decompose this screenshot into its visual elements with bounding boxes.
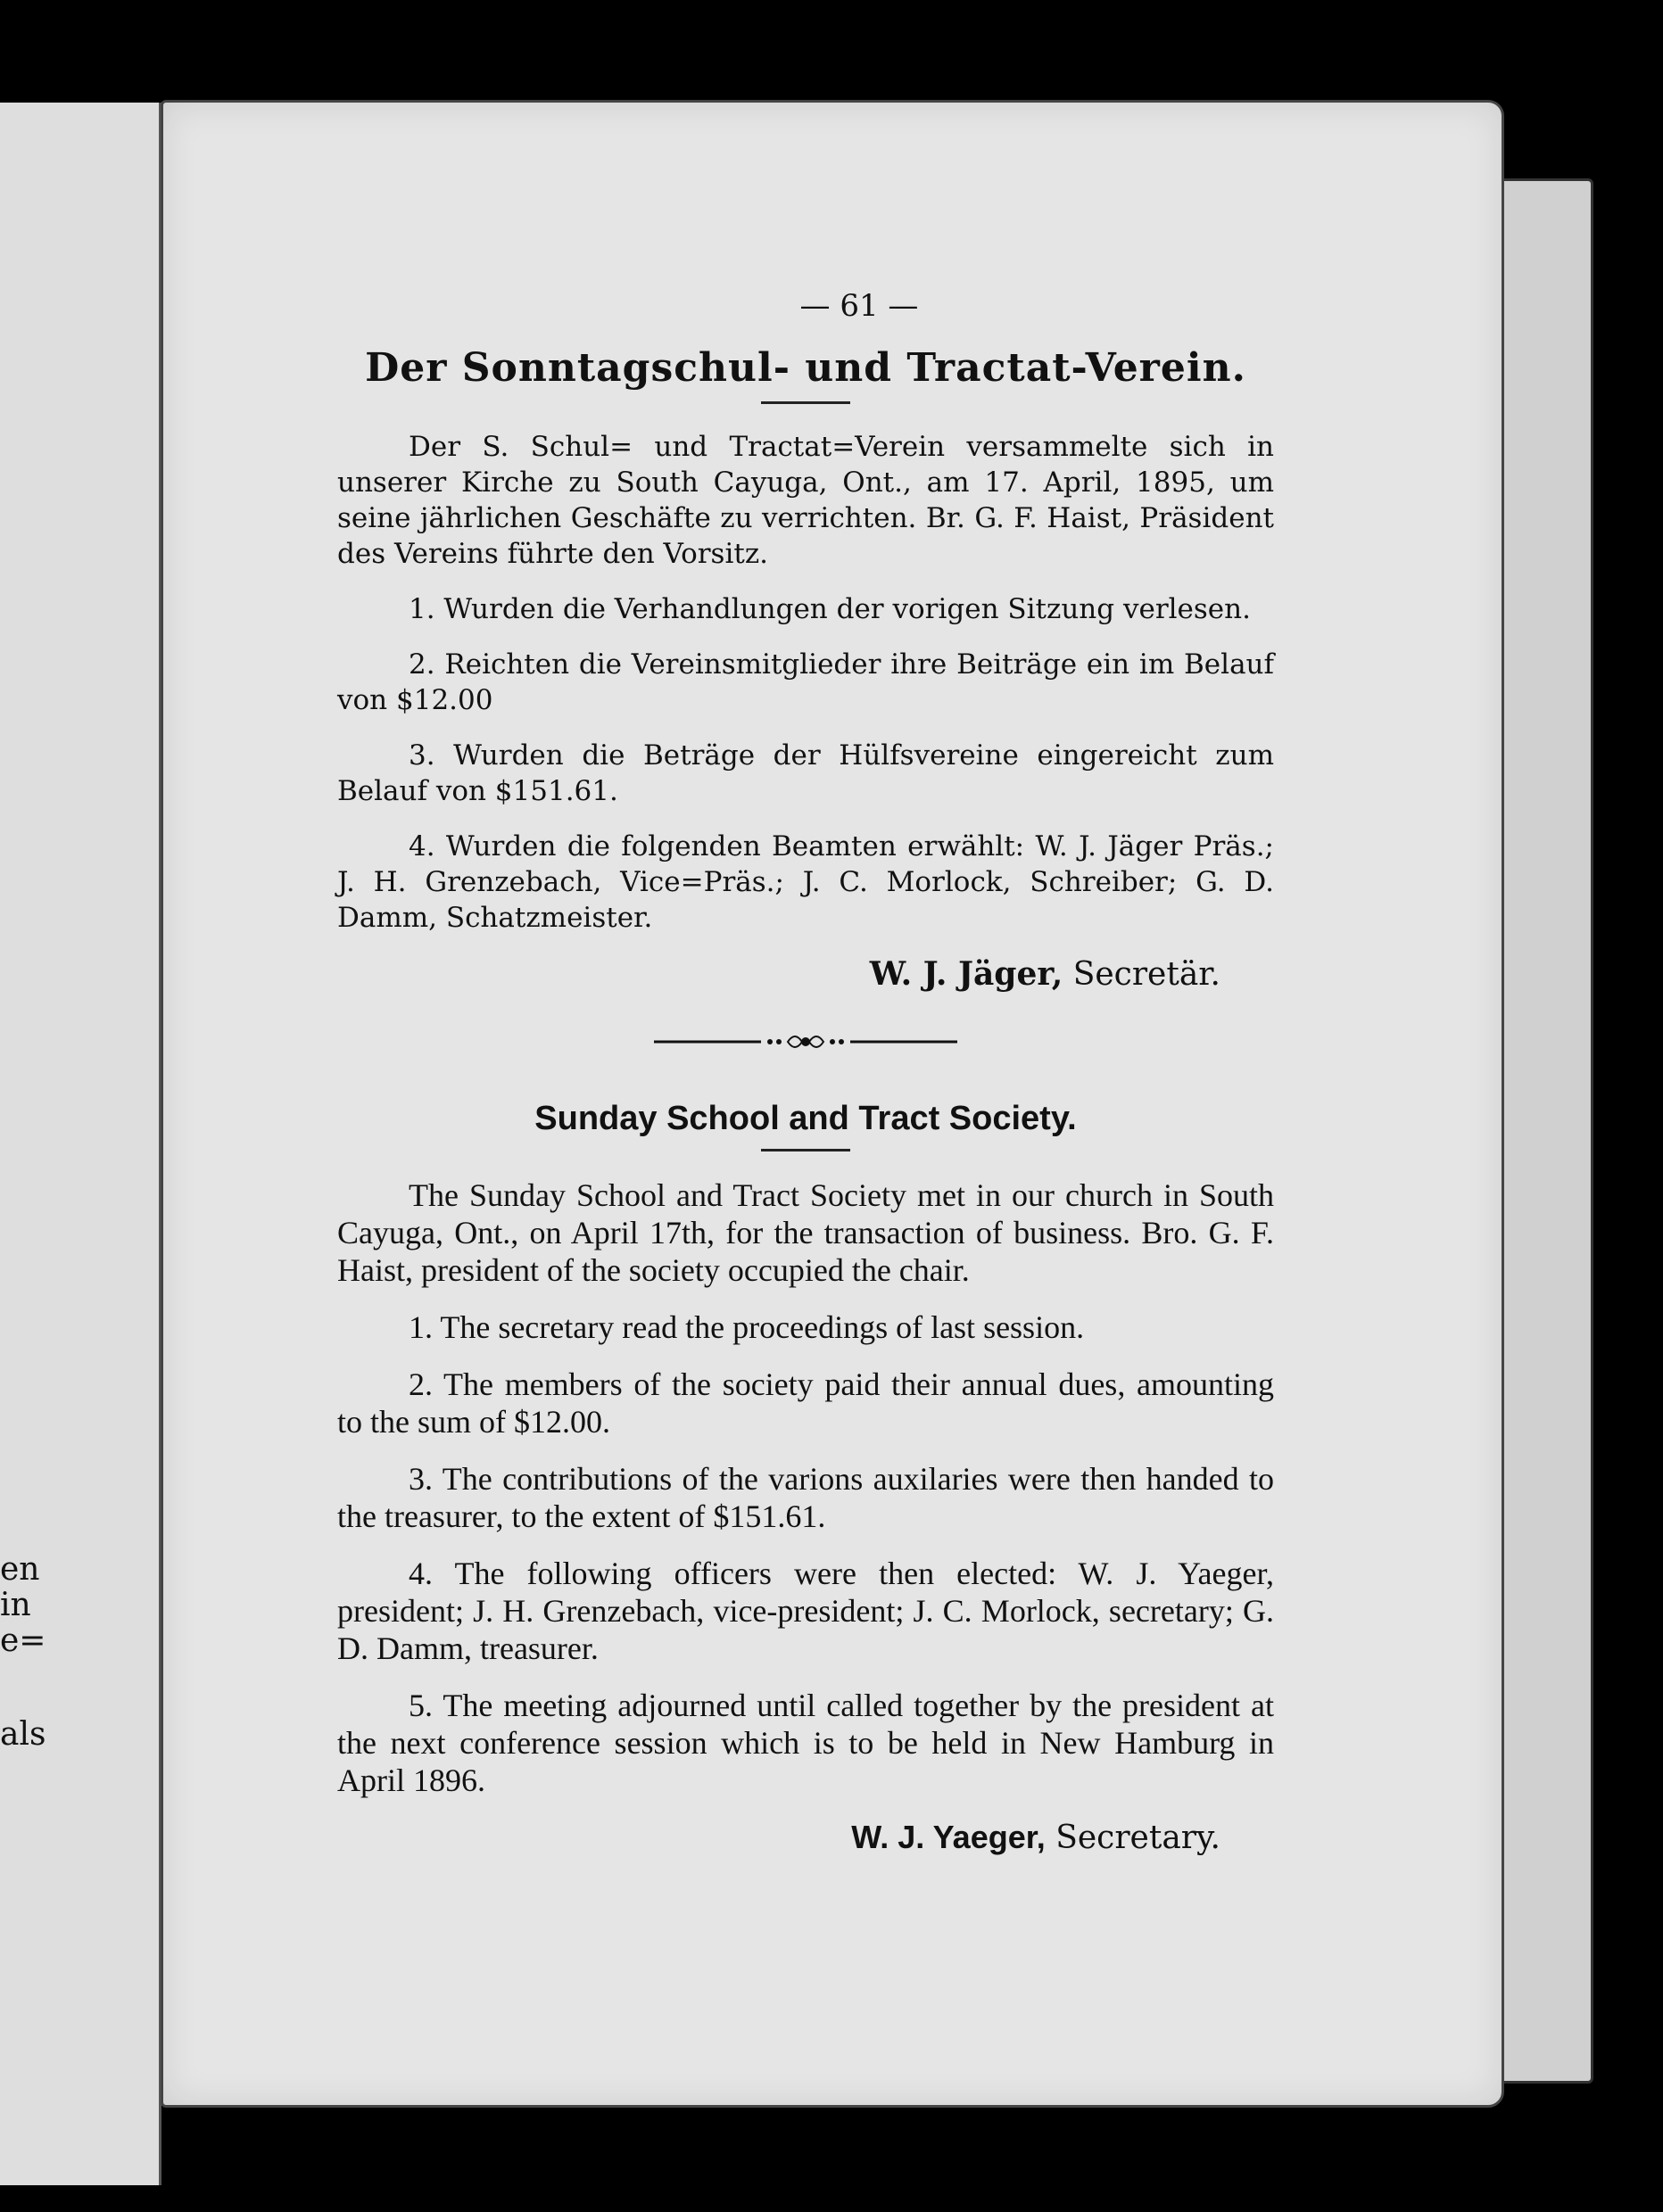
left-page-fragment: als [0, 1716, 46, 1753]
english-item: 2. The members of the society paid their annual dues, amounting to the sum of $12.00. [337, 1366, 1274, 1440]
english-title: Sunday School and Tract Society. [534, 1100, 1077, 1137]
english-item: 3. The contributions of the varions auxilaries were then handed to the treasurer, to the extent of $151.61. [337, 1461, 1274, 1534]
german-intro: Der S. Schul= und Tractat=Verein versammelte sich in unserer Kirche zu South Cayuga, Ont., am 17. April, 1895, um seine jährlichen Geschäfte zu verrichten. Br. G. F. Haist, Präsident des Vereins führte den Vorsitz. [337, 431, 1274, 570]
page-content [337, 288, 1274, 1883]
english-signature-role: Secretary. [1055, 1820, 1220, 1856]
ornamental-divider [654, 1028, 957, 1055]
german-item: 2. Reichten die Vereinsmitglieder ihre Beiträge ein im Belauf von $12.00 [337, 648, 1274, 716]
english-item: 1. The secretary read the proceedings of last session. [409, 1309, 1085, 1345]
english-intro: The Sunday School and Tract Society met in our church in South Cayuga, Ont., on April 17th, for the transaction of business. Bro. G. F. Haist, president of the society occupied the chair. [337, 1177, 1274, 1288]
english-item: 4. The following officers were then elected: W. J. Yaeger, president; J. H. Grenzebach, vice-president; J. C. Morlock, secretary; G. D. Damm, treasurer. [337, 1556, 1274, 1666]
title-divider [761, 401, 850, 404]
left-page-fragment: in [0, 1587, 31, 1623]
german-signature [337, 955, 1220, 993]
german-title: Der Sonntagschul- und Tractat-Verein. [365, 345, 1246, 391]
title-divider [761, 1149, 850, 1151]
german-section [337, 345, 1274, 993]
english-signature-name: W. J. Yaeger, [851, 1819, 1046, 1855]
german-item: 1. Wurden die Verhandlungen der vorigen Sitzung verlesen. [409, 593, 1251, 625]
left-page-fragment: en [0, 1551, 40, 1588]
left-page [0, 103, 161, 2185]
document-page [161, 100, 1504, 2108]
german-signature-role: Secretär. [1072, 956, 1220, 993]
ornament-icon [654, 1028, 957, 1055]
german-item: 4. Wurden die folgenden Beamten erwählt: W. J. Jäger Präs.; J. H. Grenzebach, Vice=Präs.; J. C. Morlock, Schreiber; G. D. Damm, Schatzmeister. [337, 830, 1274, 934]
english-section [337, 1100, 1274, 1856]
german-signature-name: W. J. Jäger, [869, 955, 1063, 993]
left-page-fragment: e= [0, 1622, 46, 1659]
german-item: 3. Wurden die Beträge der Hülfsvereine eingereicht zum Belauf von $151.61. [337, 739, 1274, 807]
english-item: 5. The meeting adjourned until called together by the president at the next conference session which is to be held in New Hamburg in April 1896. [337, 1688, 1274, 1798]
english-signature [337, 1819, 1220, 1856]
page-number: — 61 — [799, 288, 919, 324]
